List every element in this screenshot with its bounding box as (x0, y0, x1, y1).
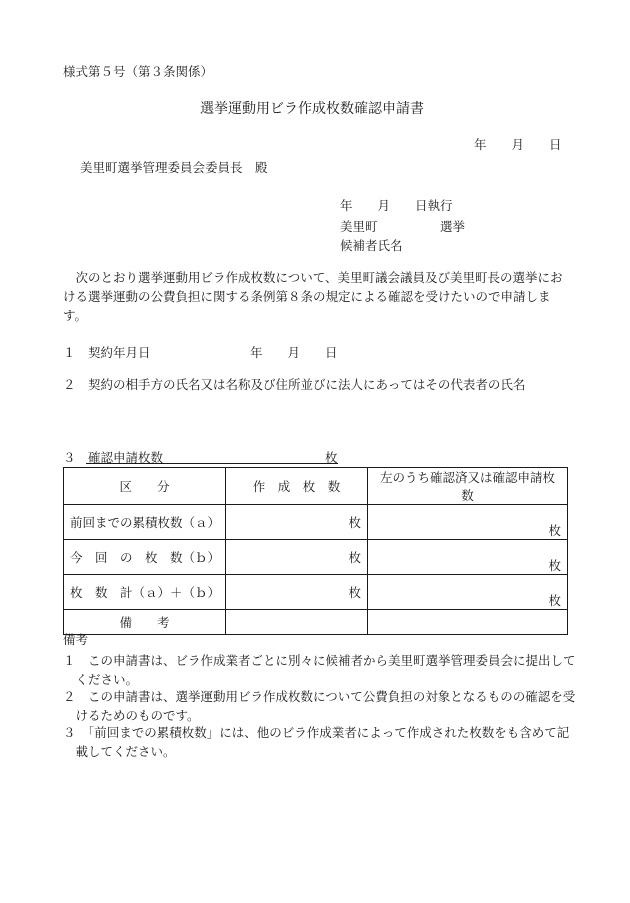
contract-date-value: 年 月 日 (250, 345, 338, 360)
table-remarks-row (64, 610, 568, 635)
row-label: 前回までの累積枚数（ａ） (64, 505, 226, 540)
row-label: 枚 数 計（ａ）＋（ｂ） (64, 575, 226, 610)
requested-count-underline (86, 463, 338, 464)
remarks-cell (368, 610, 568, 635)
election-name: 美里町 選挙 (340, 219, 466, 234)
contract-date-label: １ 契約年月日 (63, 345, 151, 360)
table-row (64, 540, 568, 575)
remarks-cell (226, 610, 368, 635)
row-unit: 枚 (226, 505, 368, 540)
requested-count-label: ３ 確認申請枚数 (63, 450, 164, 465)
requested-count-unit: 枚 (325, 450, 338, 465)
note-item: ２ この申請書は、選挙運動用ビラ作成枚数について公費負担の対象となるものの確認を受けるためのものです。 (63, 689, 576, 723)
contractor-label: ２ 契約の相手方の氏名又は名称及び住所並びに法人にあってはその代表者の氏名 (63, 377, 526, 392)
table-header-row (64, 468, 568, 505)
intro-paragraph: 次のとおり選挙運動用ビラ作成枚数について、美里町議会議員及び美里町長の選挙における選挙運動の公費負担に関する条例第８条の規定による確認を受けたいので申請します。 (63, 270, 563, 323)
count-table (63, 467, 568, 635)
row-unit: 枚 (368, 575, 568, 610)
table-row (64, 575, 568, 610)
header-created-count: 作 成 枚 数 (226, 468, 368, 505)
header-confirmed-count: 左のうち確認済又は確認申請枚数 (368, 468, 568, 505)
remarks-label: 備 考 (64, 610, 226, 635)
note-item: ３ 「前回までの累積枚数」には、他のビラ作成業者によって作成された枚数をも含めて記載してください。 (63, 725, 570, 759)
addressee: 美里町選挙管理委員会委員長 殿 (80, 160, 268, 175)
notes-heading: 備考 (63, 632, 89, 647)
row-unit: 枚 (226, 575, 368, 610)
row-unit: 枚 (368, 505, 568, 540)
candidate-name: 候補者氏名 (340, 238, 403, 253)
row-label: 今 回 の 枚 数（ｂ） (64, 540, 226, 575)
note-item: １ この申請書は、ビラ作成業者ごとに別々に候補者から美里町選挙管理委員会に提出してください。 (63, 653, 576, 687)
table-row (64, 505, 568, 540)
election-date: 年 月 日執行 (340, 198, 453, 213)
header-category: 区 分 (64, 468, 226, 505)
row-unit: 枚 (226, 540, 368, 575)
row-unit: 枚 (368, 540, 568, 575)
application-date: 年 月 日 (474, 137, 562, 152)
form-number: 様式第５号（第３条関係） (63, 64, 214, 79)
document-title: 選挙運動用ビラ作成枚数確認申請書 (200, 101, 424, 117)
